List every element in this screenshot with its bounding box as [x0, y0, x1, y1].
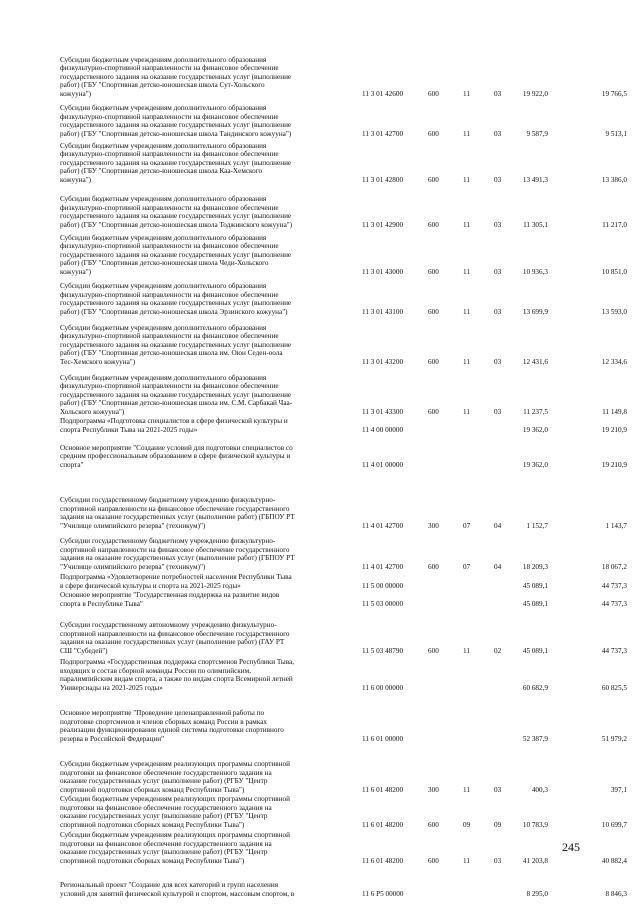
- row-pr: 03: [494, 175, 502, 184]
- page-number: 245: [562, 840, 580, 854]
- row-code: 11 4 01 42700: [362, 521, 404, 530]
- row-sum-2021: 45 089,1: [522, 581, 548, 590]
- row-pr: 04: [494, 521, 502, 530]
- row-pr: 03: [494, 220, 502, 229]
- row-sum-2022: 18 067,2: [601, 562, 627, 571]
- row-code: 11 3 01 43100: [362, 307, 404, 316]
- row-rz: 11: [463, 175, 470, 184]
- row-code: 11 4 01 00000: [362, 460, 404, 469]
- row-sum-2021: 60 682,9: [522, 683, 548, 692]
- row-code: 11 6 01 48200: [362, 856, 404, 865]
- row-vr: 600: [428, 407, 439, 416]
- row-sum-2022: 397,1: [610, 785, 627, 794]
- row-rz: 11: [463, 220, 470, 229]
- row-sum-2021: 19 362,0: [522, 460, 548, 469]
- row-code: 11 3 01 42900: [362, 220, 404, 229]
- row-vr: 300: [428, 521, 439, 530]
- row-code: 11 3 01 43200: [362, 357, 404, 366]
- row-name: Субсидии бюджетным учреждениям дополнительного образования физкультурно-спортивной направленности на финансовое обеспечение государственного задания на оказание государственных услуг (выполнение работ) (ГБУ "Спортивная детско-юношеская школа Тандинского кожууна"): [60, 104, 292, 138]
- row-sum-2021: 52 387,9: [522, 734, 548, 743]
- row-sum-2022: 11 217,0: [602, 220, 627, 229]
- row-sum-2022: 10 851,0: [601, 267, 627, 276]
- row-name: Субсидии бюджетным учреждениям дополнительного образования физкультурно-спортивной направленности на финансовое обеспечение государственного задания на оказание государственных услуг (выполнение работ) (ГБУ "Спортивная детско-юношеская школа Чеди-Хольского кожууна"): [60, 233, 292, 276]
- row-rz: 11: [463, 407, 470, 416]
- row-sum-2022: 19 766,5: [601, 89, 627, 98]
- row-vr: 600: [428, 856, 439, 865]
- row-name: Субсидии бюджетным учреждениям дополнительного образования физкультурно-спортивной направленности на финансовое обеспечение государственного задания на оказание государственных услуг (выполнение работ) (ГБУ "Спортивная детско-юношеская школа Каа-Хемского кожууна"): [60, 141, 292, 184]
- row-name: Субсидии государственному бюджетному учреждению физкультурно- спортивной направленности на финансовое обеспечение государственного задания на оказание государственных услуг (выполнение работ) (ГБПОУ РТ "Училище олимпийского резерва" (техникум)"): [60, 537, 295, 571]
- row-name: Субсидии бюджетным учреждениям дополнительного образования физкультурно-спортивной направленности на финансовое обеспечение государственного задания на оказание государственных услуг (выполнение работ) (ГБУ "Спортивная детско-юношеская школа им. С.М. Сарбакай Чаа- Хольского кожууна"): [60, 373, 293, 416]
- row-code: 11 4 01 42700: [362, 562, 404, 571]
- row-pr: 03: [494, 129, 502, 138]
- row-sum-2021: 19 362,0: [522, 425, 548, 434]
- row-rz: 11: [463, 856, 470, 865]
- row-sum-2022: 19 210,9: [601, 460, 627, 469]
- row-rz: 11: [463, 785, 470, 794]
- row-name: Субсидии бюджетным учреждениям реализующих программы спортивной подготовки на финансовое обеспечение государственного задания на оказание государственных услуг (выполнение работ) (РГБУ "Центр спортивной подготовки сборных команд Республики Тыва"): [60, 831, 290, 865]
- row-name: Основное мероприятие "Государственная поддержка на развитие видов спорта в Республике Тыва": [60, 591, 280, 608]
- row-code: 11 3 01 42600: [362, 89, 404, 98]
- row-vr: 300: [428, 785, 439, 794]
- row-pr: 03: [494, 307, 502, 316]
- row-sum-2021: 12 431,6: [522, 357, 548, 366]
- row-name: Основное мероприятие "Создание условий для подготовки специалистов со средним профессиональным образованием в сфере физической культуры и спорта": [60, 443, 293, 469]
- row-sum-2021: 13 699,9: [522, 307, 548, 316]
- row-pr: 03: [494, 89, 502, 98]
- row-sum-2021: 41 203,8: [522, 856, 548, 865]
- row-sum-2021: 45 089,1: [522, 646, 548, 655]
- row-sum-2022: 40 882,4: [601, 856, 627, 865]
- row-vr: 600: [428, 820, 439, 829]
- row-rz: 11: [463, 646, 470, 655]
- row-vr: 600: [428, 357, 439, 366]
- row-code: 11 6 01 00000: [362, 734, 404, 743]
- row-name: Субсидии бюджетным учреждениям дополнительного образования физкультурно-спортивной направленности на финансовое обеспечение государственного задания на оказание государственных услуг (выполнение работ) (ГБУ "Спортивная детско-юношеская школа Тоджинского кожууна"): [60, 195, 293, 229]
- row-name: Субсидии бюджетным учреждениям дополнительного образования физкультурно-спортивной направленности на финансовое обеспечение государственного задания на оказание государственных услуг (выполнение работ) (ГБУ "Спортивная детско-юношеская школа им. Оюн Седен-оола Тес-Хемского кожууна"): [60, 323, 292, 366]
- row-code: 11 3 01 43000: [362, 267, 404, 276]
- row-rz: 11: [463, 357, 470, 366]
- row-sum-2021: 13 491,3: [522, 175, 548, 184]
- row-pr: 02: [494, 646, 502, 655]
- row-sum-2021: 10 936,3: [522, 267, 548, 276]
- row-sum-2021: 1 152,7: [526, 521, 548, 530]
- row-sum-2022: 8 846,3: [605, 889, 627, 898]
- row-pr: 03: [494, 357, 502, 366]
- row-sum-2022: 19 210,9: [601, 425, 627, 434]
- row-sum-2022: 44 737,3: [601, 581, 627, 590]
- row-sum-2022: 12 334,6: [601, 357, 627, 366]
- row-rz: 07: [463, 521, 471, 530]
- row-sum-2022: 10 699,7: [601, 820, 627, 829]
- row-vr: 600: [428, 175, 439, 184]
- row-rz: 11: [463, 89, 470, 98]
- row-code: 11 3 01 42800: [362, 175, 404, 184]
- row-sum-2022: 9 513,1: [605, 129, 627, 138]
- row-code: 11 5 03 00000: [362, 599, 404, 608]
- row-sum-2022: 51 979,2: [601, 734, 627, 743]
- row-sum-2021: 19 922,0: [522, 89, 548, 98]
- row-code: 11 6 01 48200: [362, 785, 404, 794]
- row-code: 11 6 00 00000: [362, 683, 404, 692]
- row-name: Подпрограмма «Удовлетворение потребностей населения Республики Тыва в сфере физической культуры и спорта на 2021-2025 годы»: [60, 573, 292, 590]
- row-name: Субсидии бюджетным учреждениям дополнительного образования физкультурно-спортивной направленности на финансовое обеспечение государственного задания на оказание государственных услуг (выполнение работ) (ГБУ "Спортивная детско-юношеская школа Эрзинского кожууна"): [60, 282, 292, 316]
- row-code: 11 5 00 00000: [362, 581, 404, 590]
- row-rz: 07: [463, 562, 471, 571]
- row-pr: 03: [494, 785, 502, 794]
- row-sum-2021: 8 295,0: [526, 889, 548, 898]
- row-sum-2021: 10 783,9: [522, 820, 548, 829]
- row-sum-2022: 13 593,0: [601, 307, 627, 316]
- row-name: Субсидии бюджетным учреждениям реализующих программы спортивной подготовки на финансовое обеспечение государственного задания на оказание государственных услуг (выполнение работ) (РГБУ "Центр спортивной подготовки сборных команд Республики Тыва"): [60, 760, 290, 794]
- row-code: 11 5 03 48790: [362, 646, 404, 655]
- row-pr: 04: [494, 562, 502, 571]
- row-sum-2022: 60 825,5: [601, 683, 627, 692]
- row-name: Региональный проект "Создание для всех категорий и групп населения условий для занятий физической культурой и спортом, массовым спортом, в: [60, 881, 295, 898]
- row-pr: 09: [494, 820, 502, 829]
- row-code: 11 3 01 42700: [362, 129, 404, 138]
- row-sum-2021: 9 587,9: [526, 129, 548, 138]
- row-sum-2022: 11 149,8: [602, 407, 627, 416]
- row-pr: 03: [494, 407, 502, 416]
- row-vr: 600: [428, 220, 439, 229]
- row-rz: 11: [463, 307, 470, 316]
- row-sum-2022: 13 386,0: [601, 175, 627, 184]
- row-sum-2022: 44 737,3: [601, 599, 627, 608]
- row-pr: 03: [494, 267, 502, 276]
- row-rz: 11: [463, 267, 470, 276]
- row-name: Подпрограмма «Государственная поддержка спортсменов Республики Тыва, входящих в состав сборной команды России по олимпийским, паралимпийским видам спорта, а также по видам спорта Всемирной летней Универсиады на 2021-2025 годы»: [60, 658, 295, 692]
- row-sum-2021: 18 209,3: [522, 562, 548, 571]
- row-vr: 600: [428, 307, 439, 316]
- row-name: Субсидии бюджетным учреждениям дополнительного образования физкультурно-спортивной направленности на финансовое обеспечение государственного задания на оказание государственных услуг (выполнение работ) (ГБУ "Спортивная детско-юношеская школа Сут-Хольского кожууна"): [60, 55, 292, 98]
- row-vr: 600: [428, 129, 439, 138]
- row-code: 11 6 01 48200: [362, 820, 404, 829]
- row-pr: 03: [494, 856, 502, 865]
- row-name: Субсидии государственному автономному учреждению физкультурно- спортивной направленности на финансовое обеспечение государственного задания на оказание государственных услуг (выполнение работ) (ГАУ РТ СШ "Субедей"): [60, 621, 290, 655]
- row-name: Подпрограмма «Подготовка специалистов в сфере физической культуры и спорта Республики Тыва на 2021-2025 годы»: [60, 417, 288, 434]
- row-name: Основное мероприятие "Проведение целенаправленной работы по подготовке спортсменов и членов сборных команд России в рамках реализации функционирования единой системы подготовки спортивного резерва в Российской Федерации": [60, 709, 284, 743]
- row-vr: 600: [428, 646, 439, 655]
- row-name: Субсидии бюджетным учреждениям реализующих программы спортивной подготовки на финансовое обеспечение государственного задания на оказание государственных услуг (выполнение работ) (РГБУ "Центр спортивной подготовки сборных команд Республики Тыва"): [60, 795, 290, 829]
- row-sum-2021: 45 089,1: [522, 599, 548, 608]
- row-rz: 11: [463, 129, 470, 138]
- row-sum-2021: 11 305,1: [523, 220, 548, 229]
- row-sum-2022: 1 143,7: [605, 521, 627, 530]
- row-code: 11 4 00 00000: [362, 425, 404, 434]
- row-rz: 09: [463, 820, 471, 829]
- row-vr: 600: [428, 562, 439, 571]
- row-code: 11 6 P5 00000: [362, 889, 404, 898]
- row-code: 11 3 01 43300: [362, 407, 404, 416]
- row-vr: 600: [428, 267, 439, 276]
- row-sum-2021: 11 237,5: [523, 407, 548, 416]
- row-vr: 600: [428, 89, 439, 98]
- row-sum-2021: 400,3: [531, 785, 548, 794]
- row-name: Субсидии государственному бюджетному учреждению физкультурно- спортивной направленности на финансовое обеспечение государственного задания на оказание государственных услуг (выполнение работ) (ГБПОУ РТ "Училище олимпийского резерва" (техникум)"): [60, 496, 295, 530]
- row-sum-2022: 44 737,3: [601, 646, 627, 655]
